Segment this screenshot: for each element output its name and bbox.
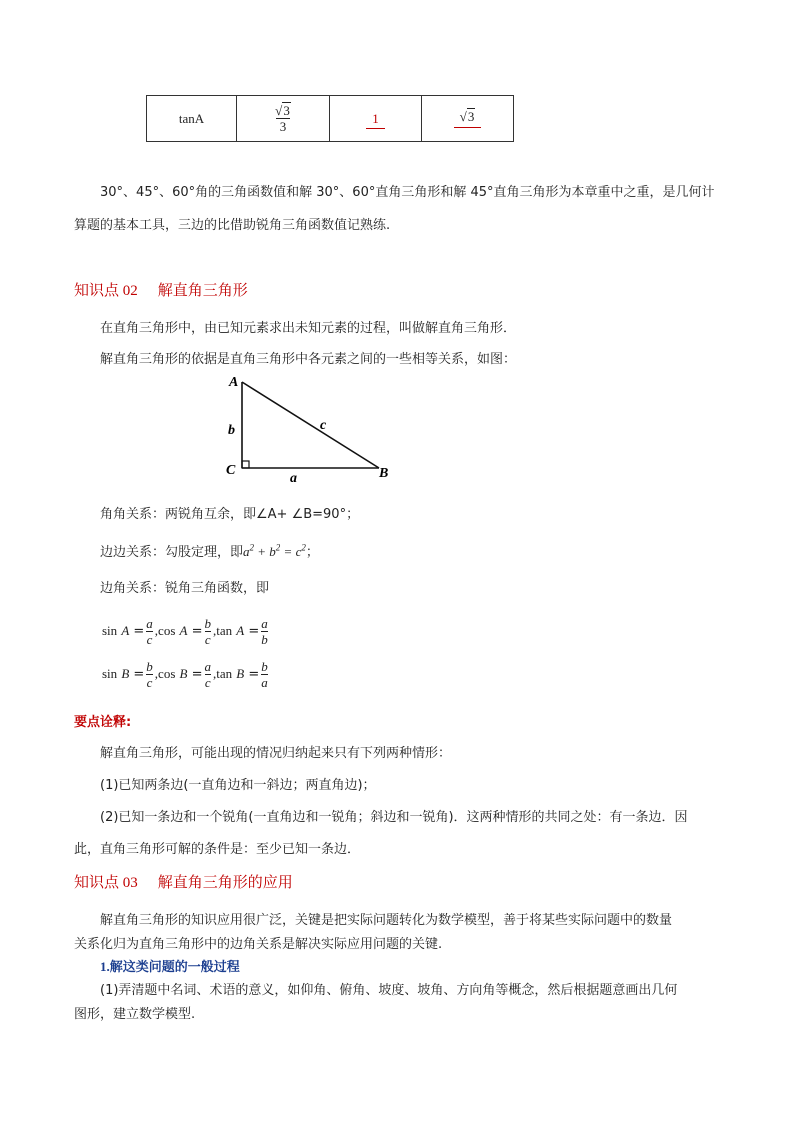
table-cell-60: [422, 96, 514, 142]
general-process-subheading: 1.解这类问题的一般过程: [100, 959, 240, 974]
tan45-value: 1: [366, 111, 385, 129]
vertex-B-label: B: [379, 466, 389, 481]
table-row: [147, 96, 514, 142]
side-relation-label: 边边关系：勾股定理，即: [100, 545, 244, 560]
formula-line-A: sin A = a c , cos A = b c , tan A = a b: [102, 615, 268, 647]
formula-line-B: sin B = b c , cos B = a c , tan B = b a: [102, 658, 268, 690]
side-a-label: a: [290, 471, 297, 486]
tan60-value: √3: [454, 109, 482, 128]
key-points-para-1: 解直角三角形，可能出现的情况归纳起来只有下列两种情形：: [100, 746, 452, 761]
side-angle-relation: 边角关系：锐角三角函数，即: [100, 581, 270, 596]
section-3-para-2-line-2: 图形，建立数学模型.: [74, 1007, 196, 1022]
side-relation-end: ；: [305, 545, 319, 560]
section-3-para-1-line-1: 解直角三角形的知识应用很广泛，关键是把实际问题转化为数学模型，善于将某些实际问题中的数量: [100, 913, 673, 928]
pythagorean-formula: $a^2 + b^2 = c^2$: [243, 542, 306, 559]
section-2-heading: [74, 279, 248, 300]
fraction-sqrt3-over-3: $\frac{√3}{3}$: [275, 103, 290, 134]
angle-relation: 角角关系：两锐角互余，即∠A+ ∠B=90°；: [100, 507, 360, 522]
fraction-denominator: 3: [279, 119, 287, 134]
section-3-heading: [74, 871, 293, 892]
key-points-label: 要点诠释:: [74, 715, 132, 730]
table-cell-label: [147, 96, 237, 142]
section-3-title: 解直角三角形的应用: [157, 875, 293, 891]
section-3-para-1-line-2: 关系化归为直角三角形中的边角关系是解决实际应用问题的关键.: [74, 937, 443, 952]
sqrt-radicand: 3: [467, 109, 475, 124]
side-b-label: b: [228, 423, 235, 438]
section-2-title: 解直角三角形: [157, 283, 248, 299]
sqrt-radicand: 3: [283, 103, 290, 118]
section-3-para-2-line-1: (1)弄清题中名词、术语的意义，如仰角、俯角、坡度、坡角、方向角等概念，然后根据题意画出几何: [100, 983, 678, 998]
intro-line-2: 算题的基本工具，三边的比借助锐角三角函数值记熟练.: [74, 218, 391, 233]
side-c-label: c: [320, 418, 327, 433]
side-relation: [100, 541, 319, 560]
section-2-para-1: 在直角三角形中，由已知元素求出未知元素的过程，叫做解直角三角形．: [100, 321, 517, 336]
section-2-number: 知识点 02: [74, 283, 138, 299]
row-label: tanA: [178, 110, 205, 126]
section-3-number: 知识点 03: [74, 875, 138, 891]
right-triangle-diagram: [222, 370, 402, 486]
key-points-para-3-line-1: (2)已知一条边和一个锐角(一直角边和一锐角；斜边和一锐角)．这两种情形的共同之处：有一条边．因: [100, 810, 688, 825]
vertex-A-label: A: [229, 375, 239, 390]
tangent-values-table: [146, 95, 514, 142]
table-cell-30: [237, 96, 330, 142]
vertex-C-label: C: [226, 463, 236, 478]
section-2-para-2: 解直角三角形的依据是直角三角形中各元素之间的一些相等关系，如图：: [100, 352, 517, 367]
intro-line-1: 30°、45°、60°角的三角函数值和解 30°、60°直角三角形和解 45°直角三角形为本章重中之重，是几何计: [100, 185, 715, 200]
key-points-para-2: (1)已知两条边(一直角边和一斜边；两直角边)；: [100, 778, 376, 793]
table-cell-45: [330, 96, 422, 142]
key-points-para-3-line-2: 此，直角三角形可解的条件是：至少已知一条边．: [74, 842, 361, 857]
